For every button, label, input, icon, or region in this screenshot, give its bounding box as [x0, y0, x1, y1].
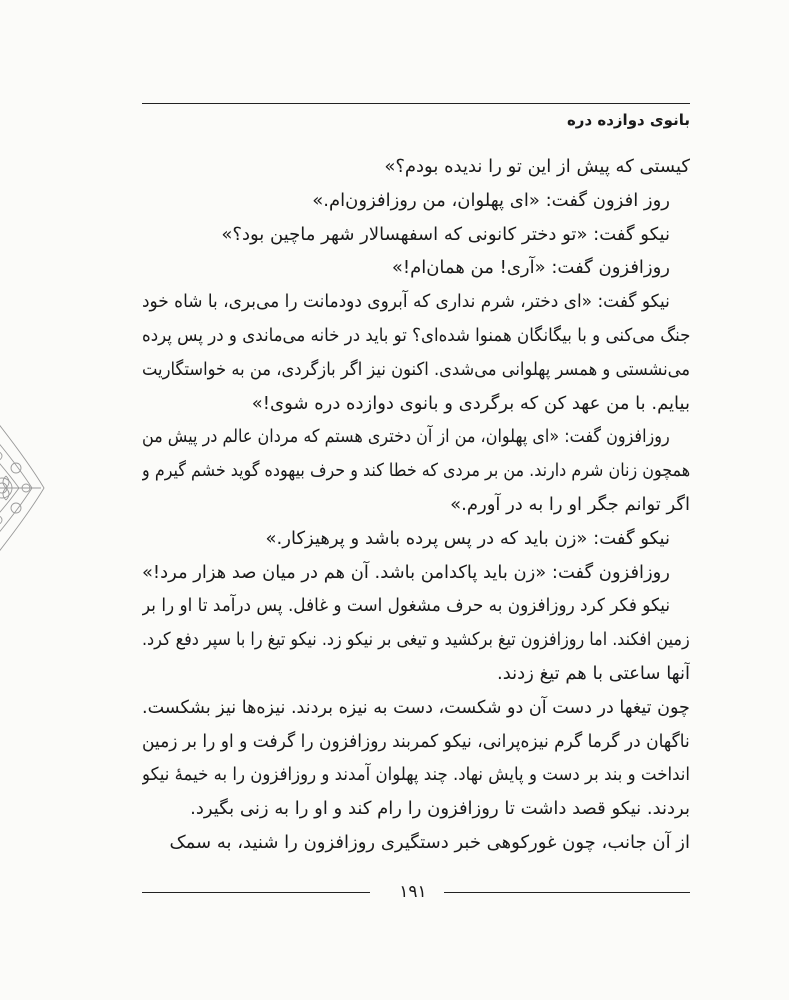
text-line: بردند. نیکو قصد داشت تا روزافزون را رام کند و او را به زنی بگیرد.	[190, 798, 690, 820]
text-line: همچون زنان شرم دارند. من بر مردی که خطا کند و حرف بیهوده گوید خشم گیرم و	[142, 460, 690, 482]
text-line: ناگهان در گرما گرم نیزه‌پرانی، نیکو کمربند روزافزون را گرفت و او را بر زمین	[142, 730, 690, 752]
text-line: می‌نشستی و همسر پهلوانی می‌شدی. اکنون نیز اگر بازگردی، من به خواستگاریت	[142, 358, 690, 380]
footer-rule-right	[444, 892, 690, 893]
text-line: روزافزون گفت: «ای پهلوان، من از آن دختری هستم که مردان عالم در پیش من	[142, 426, 670, 448]
body-text	[142, 150, 690, 860]
text-line: کیستی که پیش از این تو را ندیده بودم؟»	[384, 156, 690, 177]
running-header-title: بانوی دوازده دره	[566, 111, 690, 129]
text-line: زمین افکند. اما روزافزون تیغ برکشید و تیغی بر نیکو زد. نیکو تیغ را با سپر دفع کرد.	[142, 629, 690, 651]
text-line: جنگ می‌کنی و با بیگانگان همنوا شده‌ای؟ تو باید در خانه می‌ماندی و در پس پرده	[142, 324, 690, 346]
footer-rule-left	[142, 892, 370, 893]
text-line: نیکو گفت: «زن باید که در پس پرده باشد و پرهیزکار.»	[265, 527, 670, 549]
text-line: روزافزون گفت: «آری! من همان‌ام!»	[391, 257, 670, 279]
text-line: بیایم. با من عهد کن که برگردی و بانوی دوازده دره شوی!»	[251, 392, 690, 414]
text-line: روزافزون گفت: «زن باید پاکدامن باشد. آن هم در میان صد هزار مرد!»	[142, 561, 670, 583]
page-number: ۱۹۱	[399, 882, 427, 902]
text-line: از آن جانب، چون غورکوهی خبر دستگیری روزافزون را شنید، به سمک	[169, 831, 690, 853]
arabesque-ornament-icon	[0, 398, 56, 578]
text-line: نیکو گفت: «تو دختر کانونی که اسفهسالار شهر ماچین بود؟»	[221, 223, 670, 245]
text-line: روز افزون گفت: «ای پهلوان، من روزافزون‌ام.»	[312, 189, 670, 211]
text-line: چون تیغها در دست آن دو شکست، دست به نیزه بردند. نیزه‌ها نیز بشکست.	[142, 696, 690, 718]
page-footer	[142, 879, 690, 905]
text-line: نیکو فکر کرد روزافزون به حرف مشغول است و غافل. پس درآمد تا او را بر	[142, 595, 670, 617]
text-line: آنها ساعتی با هم تیغ زدند.	[496, 662, 690, 684]
text-line: انداخت و بند بر دست و پایش نهاد. چند پهلوان آمدند و روزافزون را به خیمهٔ نیکو	[142, 764, 690, 786]
text-line: اگر توانم جگر او را به در آورم.»	[450, 493, 690, 515]
text-line: نیکو گفت: «ای دختر، شرم نداری که آبروی دودمانت را می‌بری، با شاه خود	[142, 291, 670, 313]
header-rule	[142, 103, 690, 104]
